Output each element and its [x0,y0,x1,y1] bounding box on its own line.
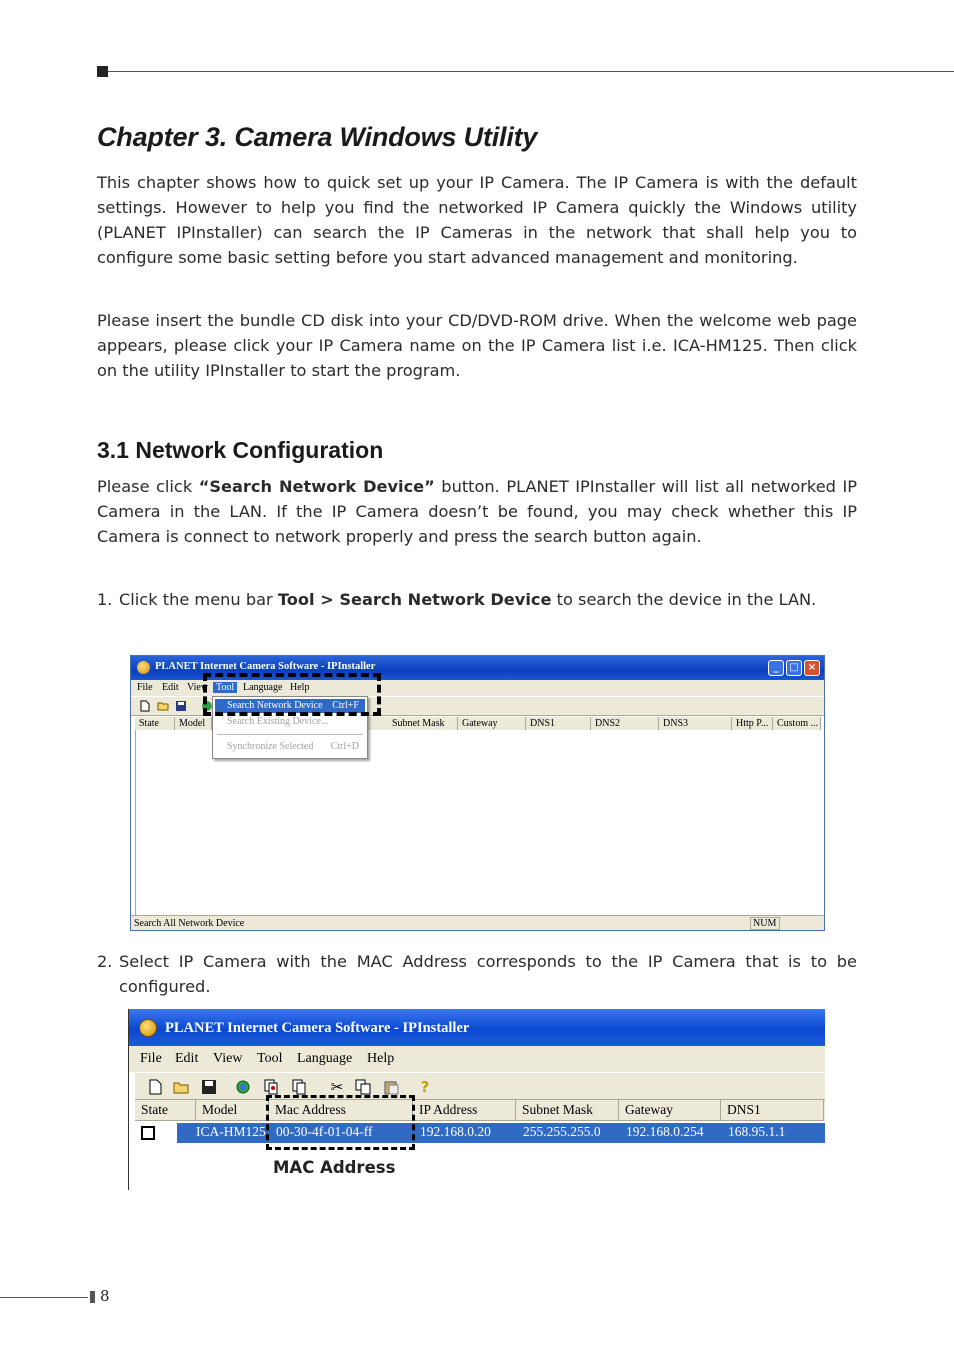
step-2-text: Select IP Camera with the MAC Address corresponds to the IP Camera that is to be configured. [119,952,857,996]
menu-file[interactable]: File [137,682,153,693]
menu2-view[interactable]: View [213,1051,243,1066]
help-icon[interactable]: ? [420,1078,430,1096]
paste-settings-icon[interactable] [291,1079,307,1095]
menu-item-existing-label: Search Existing Device... [227,716,329,727]
app-icon [137,661,150,674]
row-model: ICA-HM125 [196,1124,266,1139]
menu-tool[interactable]: Tool [213,682,237,693]
step-1-text [119,587,857,612]
app2-icon [139,1019,157,1037]
toolbar2 [135,1072,825,1100]
copy-icon[interactable] [355,1079,371,1095]
menu2-edit[interactable]: Edit [175,1051,199,1066]
close-icon[interactable]: × [804,660,820,676]
col2-mac-address[interactable]: Mac Address [269,1100,413,1121]
step-2-number: 2. [97,952,113,971]
footer-rule-marker [90,1291,95,1303]
menubar2 [129,1046,825,1072]
row-gateway: 192.168.0.254 [626,1124,704,1139]
step-1-number: 1. [97,590,113,609]
col-state[interactable]: State [135,717,175,730]
menu-separator [217,734,363,735]
menu-language[interactable]: Language [243,682,283,693]
highlight-box-mac-address [266,1095,415,1150]
status-text: Search All Network Device [134,918,245,929]
save-icon[interactable] [201,1079,217,1095]
highlight-box-tool-menu [203,673,381,716]
menu-item-synchronize[interactable] [215,740,365,754]
menu-item-search-existing[interactable] [215,715,365,729]
step-1-lead: Click the menu bar [119,590,278,609]
row-dns1: 168.95.1.1 [728,1124,786,1139]
window-title: PLANET Internet Camera Software - IPInstaller [155,661,376,672]
menu2-file[interactable]: File [140,1051,162,1066]
section-paragraph-bold: “Search Network Device” [198,477,435,496]
col2-gateway[interactable]: Gateway [619,1100,721,1121]
intro-paragraph-2: Please insert the bundle CD disk into your CD/DVD-ROM drive. When the welcome web page appears, please click your IP Camera name on the IP Camera list i.e. ICA-HM125. Then click on the utility IPInstaller to start the program. [97,311,857,380]
col-gateway[interactable]: Gateway [458,717,526,730]
status-bar [131,915,824,931]
row-ip-address: 192.168.0.20 [420,1124,491,1139]
col-model[interactable]: Model [175,717,212,730]
col-dns1[interactable]: DNS1 [526,717,591,730]
menu2-tool[interactable]: Tool [257,1051,283,1066]
menu2-language[interactable]: Language [297,1051,353,1066]
new-file-icon[interactable] [147,1079,163,1095]
section-paragraph-lead: Please click [97,477,199,496]
step-1-bold: Tool > Search Network Device [277,590,552,609]
chapter-title: Chapter 3. Camera Windows Utility [97,122,538,152]
menu-view[interactable]: View [187,682,209,693]
header-rule [108,71,954,72]
col-http-port[interactable]: Http P... [732,717,773,730]
device-list-header-2 [135,1100,825,1121]
step-1 [97,587,857,612]
section-paragraph [97,474,857,549]
search-device-icon[interactable] [235,1079,251,1095]
open-folder-icon[interactable] [157,700,169,712]
step-1-rest: to search the device in the LAN. [551,590,817,609]
menu-edit[interactable]: Edit [162,682,179,693]
ipinstaller-window-device-list-screenshot [128,1009,825,1190]
minimize-icon[interactable]: _ [768,660,784,676]
col-subnet-mask[interactable]: Subnet Mask [388,717,458,730]
menu-item-search-shortcut: Ctrl+F [332,700,359,711]
section-title: 3.1 Network Configuration [97,437,384,463]
menu2-help[interactable]: Help [367,1051,395,1066]
new-file-icon[interactable] [139,700,151,712]
intro-paragraph-1: This chapter shows how to quick set up your IP Camera. The IP Camera is with the default settings. However to help you find the networked IP Camera quickly the Windows utility (PLANET IPInstaller) can search the IP Cameras in the network that shall help you to configure some basic setting before you start advanced management and monitoring. [97,173,857,267]
col2-model[interactable]: Model [196,1100,269,1121]
device-checkbox[interactable] [141,1126,155,1140]
menu-item-search-label: Search Network Device [227,700,323,711]
col2-subnet-mask[interactable]: Subnet Mask [516,1100,619,1121]
paste-icon[interactable] [383,1079,399,1095]
mac-address-callout: MAC Address [273,1158,396,1177]
open-folder-icon[interactable] [173,1079,189,1095]
col-custom[interactable]: Custom ... [773,717,821,730]
cut-icon[interactable]: ✂ [330,1078,344,1096]
page-number: 8 [100,1287,110,1305]
menu-item-sync-shortcut: Ctrl+D [330,741,359,752]
window2-title: PLANET Internet Camera Software - IPInstaller [165,1020,470,1036]
copy-settings-icon[interactable] [263,1079,279,1095]
menu-help[interactable]: Help [290,682,310,693]
window2-titlebar [129,1009,825,1046]
maximize-icon[interactable]: □ [786,660,802,676]
menu-item-sync-label: Synchronize Selected [227,741,314,752]
section-paragraph-rest: button. PLANET IPInstaller will list all networked IP Camera in the LAN. If the IP Camera doesn’t be found, you may check whether this IP Camera is connect to network properly and press the search button again. [97,477,857,546]
row-mac-address: 00-30-4f-01-04-ff [276,1124,373,1139]
footer-rule [0,1297,88,1298]
header-rule-square [97,66,108,77]
col2-ip-address[interactable]: IP Address [413,1100,516,1121]
save-icon[interactable] [175,700,187,712]
row-subnet-mask: 255.255.255.0 [523,1124,601,1139]
col-dns3[interactable]: DNS3 [659,717,732,730]
step-2 [97,949,857,999]
num-lock-indicator: NUM [750,917,780,930]
col2-state[interactable]: State [135,1100,196,1121]
col-dns2[interactable]: DNS2 [591,717,659,730]
col2-dns1[interactable]: DNS1 [721,1100,824,1121]
